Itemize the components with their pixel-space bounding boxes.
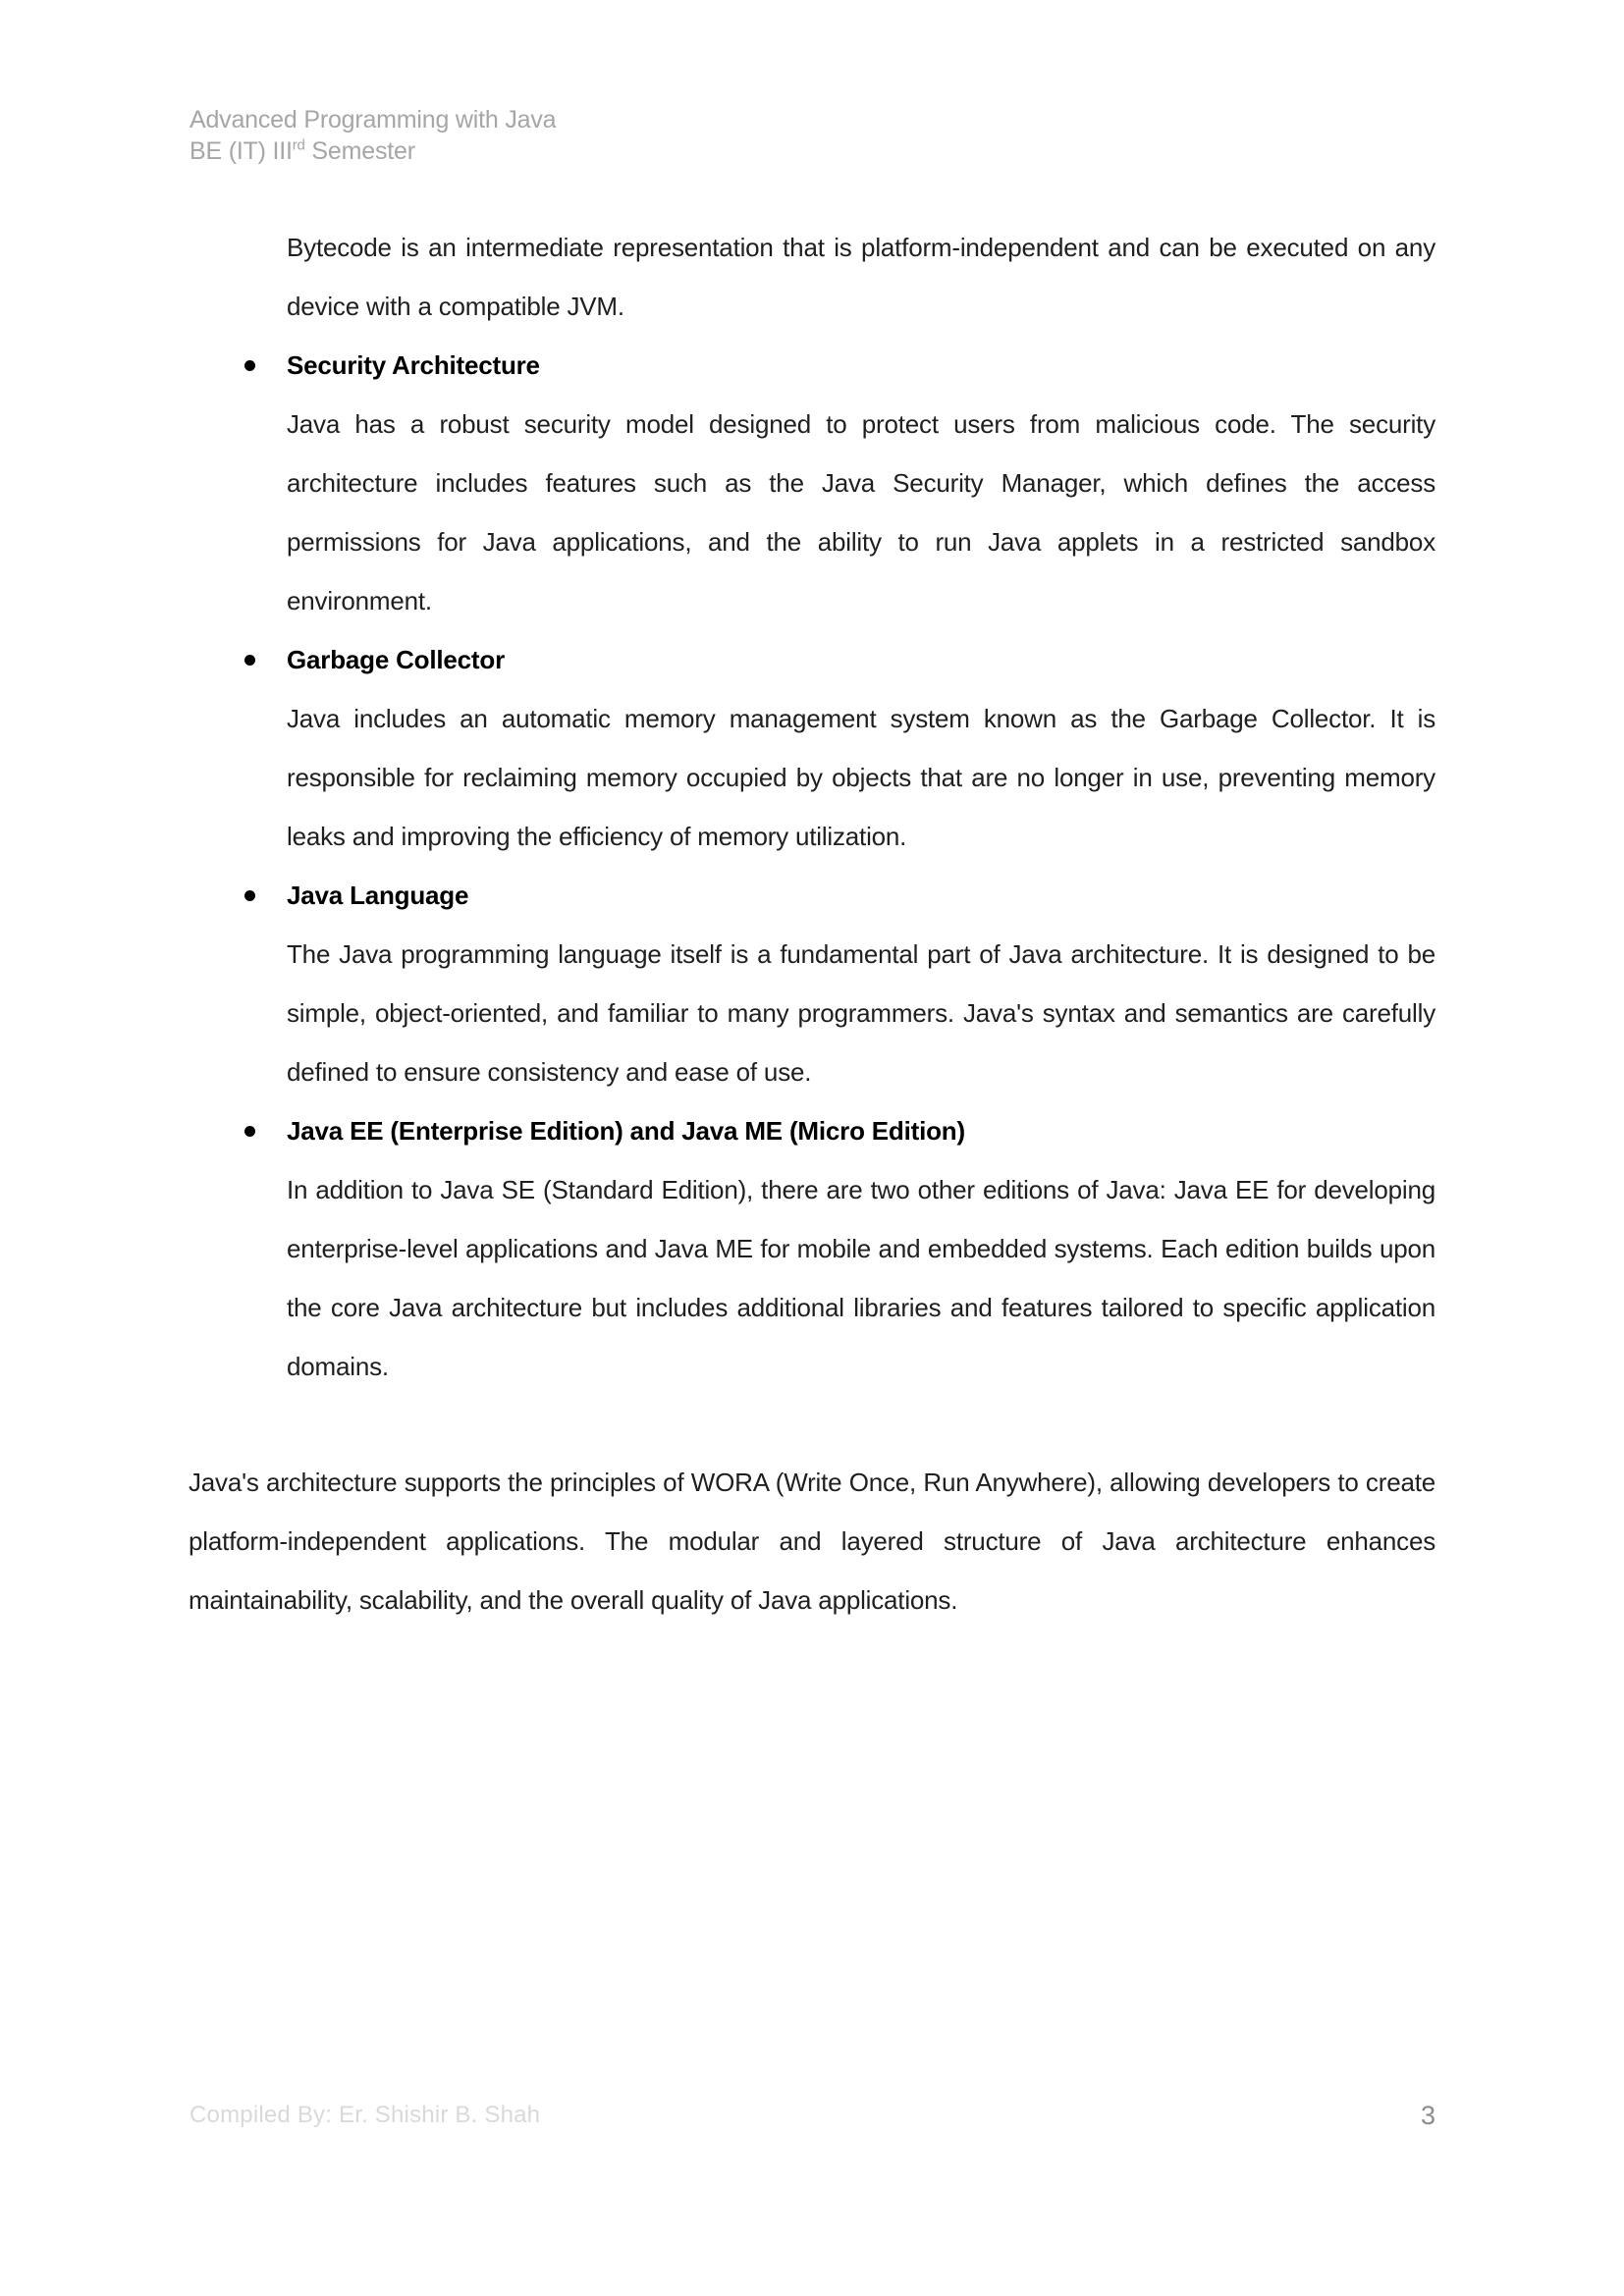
header-semester-suffix: Semester (304, 137, 415, 165)
bullet-icon (244, 655, 255, 666)
intro-paragraph: Bytecode is an intermediate representation that is platform-independent and can be executed on any device with a compatible JVM. (287, 233, 1435, 321)
header-course-title: Advanced Programming with Java (189, 106, 557, 133)
footer-compiled-by: Compiled By: Er. Shishir B. Shah (189, 2102, 541, 2128)
bullet-title: Java EE (Enterprise Edition) and Java ME (Micro Edition) (287, 1116, 965, 1146)
bullet-item (189, 630, 1435, 866)
bullet-body: In addition to Java SE (Standard Edition), there are two other editions of Java: Java EE for developing enterprise-level applications and Java ME for mobile and embedded systems. Each edition builds upon the core Java architecture but includes additional libraries and features tailored to specific application domains. (287, 1175, 1435, 1381)
closing-paragraph: Java's architecture supports the principles of WORA (Write Once, Run Anywhere), allowing developers to create platform-independent applications. The modular and layered structure of Java architecture enhances maintainability, scalability, and the overall quality of Java applications. (189, 1468, 1435, 1615)
bullet-icon (244, 1126, 255, 1137)
page-header (189, 104, 556, 167)
bullet-item (189, 866, 1435, 1101)
bullet-icon (244, 360, 255, 371)
header-semester-prefix: BE (IT) III (189, 137, 293, 165)
bullet-body: Java includes an automatic memory management system known as the Garbage Collector. It is responsible for reclaiming memory occupied by objects that are no longer in use, preventing memory leaks and improving the efficiency of memory utilization. (287, 704, 1435, 851)
bullet-title: Security Architecture (287, 350, 540, 380)
superscript-rd: rd (292, 136, 305, 154)
bullet-title: Java Language (287, 881, 469, 910)
page-body (189, 218, 1435, 1629)
bullet-item (189, 336, 1435, 630)
bullet-title: Garbage Collector (287, 645, 505, 674)
bullet-item (189, 1101, 1435, 1396)
bullet-icon (244, 890, 255, 901)
header-semester (189, 135, 556, 167)
bullet-body: Java has a robust security model designed to protect users from malicious code. The security architecture includes features such as the Java Security Manager, which defines the access permissions for Java applications, and the ability to run Java applets in a restricted sandbox environment. (287, 409, 1435, 615)
page-number: 3 (1421, 2101, 1436, 2130)
bullet-list (189, 336, 1435, 1396)
bullet-body: The Java programming language itself is a fundamental part of Java architecture. It is designed to be simple, object-oriented, and familiar to many programmers. Java's syntax and semantics are carefully defined to ensure consistency and ease of use. (287, 939, 1435, 1087)
